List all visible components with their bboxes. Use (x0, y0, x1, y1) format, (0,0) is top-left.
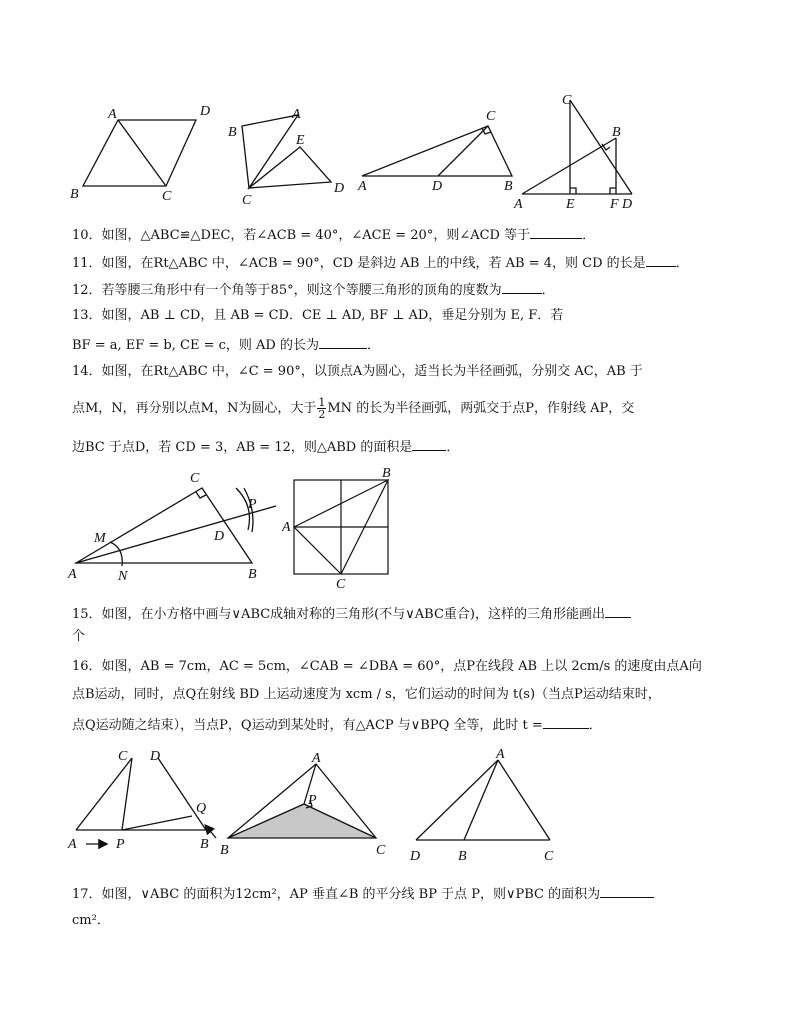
label-m: M (94, 531, 106, 546)
label-q: Q (196, 801, 207, 816)
label-b: B (382, 466, 391, 481)
label-a: A (68, 837, 77, 852)
answer-blank[interactable] (530, 226, 582, 239)
question-17-line-2: cm²． (72, 913, 110, 928)
question-14-line-3: 边BC 于点D，若 CD = 3，AB = 12，则△ABD 的面积是 ． (72, 440, 460, 455)
label-a: A (312, 751, 321, 766)
label-c: C (376, 843, 386, 858)
label-e: E (296, 133, 305, 148)
question-13-line-2: BF = a, EF = b, CE = c，则 AD 的长为 ． (72, 338, 380, 353)
answer-blank[interactable] (600, 885, 654, 898)
label-f: F (610, 197, 619, 212)
question-12: 12．若等腰三角形中有一个角等于85°，则这个等腰三角形的顶角的度数为 ． (72, 283, 555, 298)
figure-extended-triangle (398, 744, 578, 868)
question-15-line-1: 15．如图，在小方格中画与∨ABC成轴对称的三角形(不与∨ABC重合)，这样的三角形能画出 (72, 605, 631, 623)
label-c: C (118, 749, 128, 764)
figure-parallelogram (66, 98, 236, 202)
label-c: C (544, 849, 554, 864)
label-a: A (68, 567, 77, 582)
figure-moving-points (62, 744, 232, 868)
label-d: D (334, 181, 345, 196)
question-16-line-3: 点Q运动随之结束），当点P，Q运动到某处时，有△ACP 与∨BPQ 全等，此时 t = ． (72, 718, 602, 733)
label-c: C (242, 193, 252, 208)
question-10: 10．如图，△ABC≌△DEC，若∠ACB = 40°，∠ACE = 20°，则∠ACD 等于 ． (72, 228, 596, 243)
figure-grid-triangle (282, 466, 402, 590)
label-b: B (200, 837, 209, 852)
question-16-line-2: 点B运动，同时，点Q在射线 BD 上运动速度为 xcm / s，它们运动的时间为 t(s)（当点P运动结束时， (72, 687, 661, 702)
label-d: D (214, 529, 225, 544)
label-b: B (228, 125, 237, 140)
question-15-line-2: 个 (72, 629, 86, 644)
label-a: A (108, 107, 117, 122)
question-17-line-1: 17．如图，∨ABC 的面积为12cm²，AP 垂直∠B 的平分线 BP 于点 P，则∨PBC 的面积为 (72, 885, 654, 903)
question-14-line-1: 14．如图，在Rt△ABC 中，∠C = 90°，以顶点A为圆心，适当长为半径画弧，分别交 AC，AB 于 (72, 364, 643, 379)
label-b: B (220, 843, 229, 858)
label-n: N (118, 569, 128, 584)
answer-blank[interactable] (543, 716, 589, 729)
label-p: P (248, 497, 257, 512)
figure-rotated-triangles (222, 100, 352, 210)
label-a: A (282, 520, 291, 535)
label-c: C (336, 577, 346, 590)
fraction-one-half: $\frac{1}{2}$ (318, 396, 326, 421)
label-c: C (162, 189, 172, 202)
figure-right-triangle-median (352, 104, 532, 196)
label-p: P (116, 837, 125, 852)
figure-angle-bisector-construction (62, 466, 282, 586)
label-c: C (562, 93, 572, 108)
label-a: A (496, 747, 505, 762)
figure-perpendicular-segments (512, 90, 652, 214)
label-c: C (190, 471, 200, 486)
label-e: E (566, 197, 575, 212)
label-a: A (514, 197, 523, 212)
label-p: P (308, 793, 317, 808)
answer-blank[interactable] (646, 254, 676, 267)
question-14-line-2: 点M，N，再分别以点M，N为圆心，大于 $\frac{1}{2}$ MN 的长为半径画弧，两弧交于点P，作射线 AP，交 (72, 396, 635, 421)
label-a: A (358, 179, 367, 194)
label-d: D (200, 104, 211, 119)
answer-blank[interactable] (319, 336, 367, 349)
answer-blank[interactable] (502, 281, 542, 294)
label-b: B (504, 179, 513, 194)
label-b: B (612, 125, 621, 140)
label-d: D (432, 179, 443, 194)
label-d: D (622, 197, 633, 212)
label-b: B (70, 187, 79, 202)
answer-blank[interactable] (605, 605, 631, 618)
answer-blank[interactable] (412, 438, 446, 451)
label-d: D (410, 849, 421, 864)
label-b: B (458, 849, 467, 864)
question-11: 11．如图，在Rt△ABC 中，∠ACB = 90°，CD 是斜边 AB 上的中线，若 AB = 4，则 CD 的长是 ． (72, 256, 689, 271)
figure-shaded-triangle (216, 746, 396, 866)
label-b: B (248, 567, 257, 582)
question-13-line-1: 13．如图，AB ⊥ CD，且 AB = CD．CE ⊥ AD, BF ⊥ AD，垂足分别为 E, F．若 (72, 308, 564, 323)
question-16-line-1: 16．如图，AB = 7cm，AC = 5cm，∠CAB = ∠DBA = 60°，点P在线段 AB 上以 2cm/s 的速度由点A向 (72, 659, 702, 674)
label-d: D (150, 749, 161, 764)
label-a: A (292, 107, 301, 122)
label-c: C (486, 109, 496, 124)
